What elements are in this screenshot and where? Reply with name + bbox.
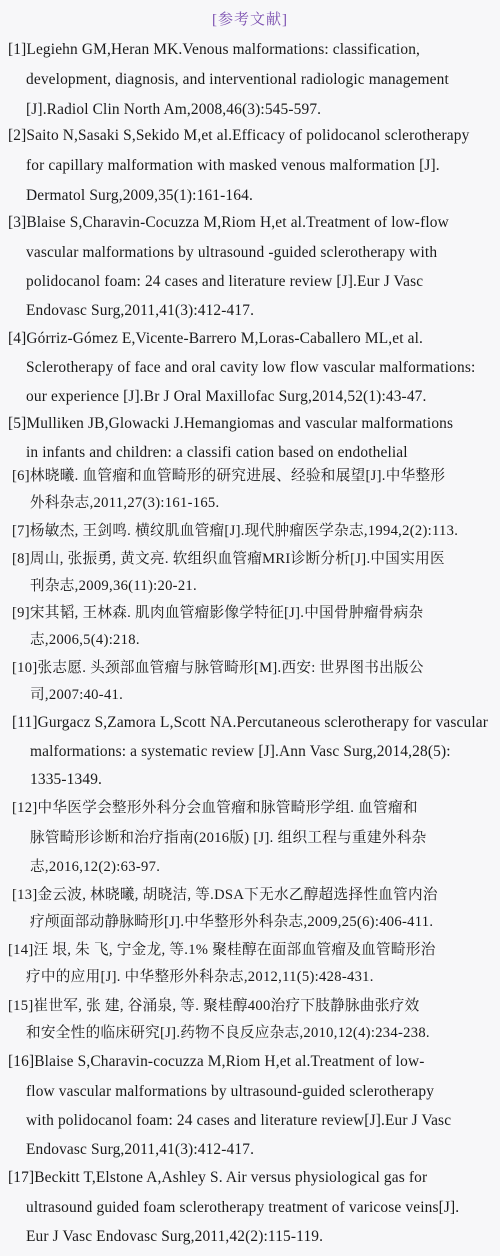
reference-line: vascular malformations by ultrasound -guided sclerotherapy with [26, 244, 438, 261]
reference-line: ultrasound guided foam sclerotherapy treatment of varicose veins[J]. [26, 1199, 460, 1216]
reference-line: 司,2007:40-41. [30, 687, 124, 703]
reference-line: [14]汪 垠, 朱 飞, 宁金龙, 等.1% 聚桂醇在面部血管瘤及血管畸形治 [8, 942, 436, 958]
reference-line: [15]崔世军, 张 建, 谷涌泉, 等. 聚桂醇400治疗下肢静脉曲张疗效 [8, 998, 420, 1014]
reference-line: 和安全性的临床研究[J].药物不良反应杂志,2010,12(4):234-238. [26, 1025, 430, 1041]
reference-line: 脉管畸形诊断和治疗指南(2016版) [J]. 组织工程与重建外科杂 [30, 830, 427, 846]
reference-line: with polidocanol foam: 24 cases and literature review[J].Eur J Vasc [26, 1112, 452, 1129]
reference-line: [J].Radiol Clin North Am,2008,46(3):545-597. [26, 101, 322, 118]
reference-line: Dermatol Surg,2009,35(1):161-164. [26, 187, 253, 204]
reference-line: [12]中华医学会整形外科分会血管瘤和脉管畸形学组. 血管瘤和 [12, 800, 418, 816]
reference-line: [3]Blaise S,Charavin-Cocuzza M,Riom H,et al.Treatment of low-flow [8, 214, 449, 231]
reference-line: Endovasc Surg,2011,41(3):412-417. [26, 1141, 255, 1158]
reference-line: [7]杨敏杰, 王剑鸣. 横纹肌血管瘤[J].现代肿瘤医学杂志,1994,2(2):113. [12, 523, 459, 539]
reference-line: for capillary malformation with masked venous malformation [J]. [26, 157, 440, 174]
reference-line: [8]周山, 张振勇, 黄文亮. 软组织血管瘤MRI诊断分析[J].中国实用医 [12, 551, 445, 567]
references-heading: [参考文献] [212, 12, 288, 28]
reference-line: malformations: a systematic review [J].Ann Vasc Surg,2014,28(5): [30, 743, 451, 760]
reference-line: polidocanol foam: 24 cases and literature review [J].Eur J Vasc [26, 273, 424, 290]
reference-line: 志,2016,12(2):63-97. [30, 859, 161, 875]
reference-line: [16]Blaise S,Charavin-cocuzza M,Riom H,et al.Treatment of low- [8, 1053, 425, 1070]
reference-line: in infants and children: a classifi cation based on endothelial [26, 444, 408, 461]
reference-line: [4]Górriz-Gómez E,Vicente-Barrero M,Loras-Caballero ML,et al. [8, 330, 424, 347]
reference-line: Sclerotherapy of face and oral cavity low flow vascular malformations: [26, 359, 476, 376]
reference-line: [17]Beckitt T,Elstone A,Ashley S. Air versus physiological gas for [8, 1169, 428, 1186]
reference-line: [13]金云波, 林晓曦, 胡晓洁, 等.DSA下无水乙醇超选择性血管内治 [12, 887, 438, 903]
reference-line: [5]Mulliken JB,Glowacki J.Hemangiomas and vascular malformations [8, 415, 454, 432]
reference-line: [9]宋其韬, 王林森. 肌肉血管瘤影像学特征[J].中国骨肿瘤骨病杂 [12, 605, 424, 621]
reference-line: [1]Legiehn GM,Heran MK.Venous malformations: classification, [8, 41, 421, 58]
reference-line: [6]林晓曦. 血管瘤和血管畸形的研究进展、经验和展望[J].中华整形 [12, 468, 446, 484]
reference-line: 1335-1349. [30, 771, 103, 788]
reference-line: 外科杂志,2011,27(3):161-165. [30, 495, 220, 511]
reference-line: flow vascular malformations by ultrasound-guided sclerotherapy [26, 1083, 435, 1100]
reference-line: Eur J Vasc Endovasc Surg,2011,42(2):115-119. [26, 1228, 324, 1245]
reference-line: 志,2006,5(4):218. [30, 632, 140, 648]
reference-line: 疗中的应用[J]. 中华整形外科杂志,2012,11(5):428-431. [26, 969, 374, 985]
reference-line: [2]Saito N,Sasaki S,Sekido M,et al.Efficacy of polidocanol sclerotherapy [8, 127, 470, 144]
reference-line: 疗颅面部动静脉畸形[J].中华整形外科杂志,2009,25(6):406-411. [30, 914, 434, 930]
reference-line: Endovasc Surg,2011,41(3):412-417. [26, 302, 255, 319]
reference-line: development, diagnosis, and interventional radiologic management [26, 71, 449, 88]
reference-line: [11]Gurgacz S,Zamora L,Scott NA.Percutaneous sclerotherapy for vascular [12, 714, 489, 731]
reference-line: our experience [J].Br J Oral Maxillofac Surg,2014,52(1):43-47. [26, 388, 427, 405]
reference-line: [10]张志愿. 头颈部血管瘤与脉管畸形[M].西安: 世界图书出版公 [12, 660, 424, 676]
reference-line: 刊杂志,2009,36(11):20-21. [30, 578, 197, 594]
